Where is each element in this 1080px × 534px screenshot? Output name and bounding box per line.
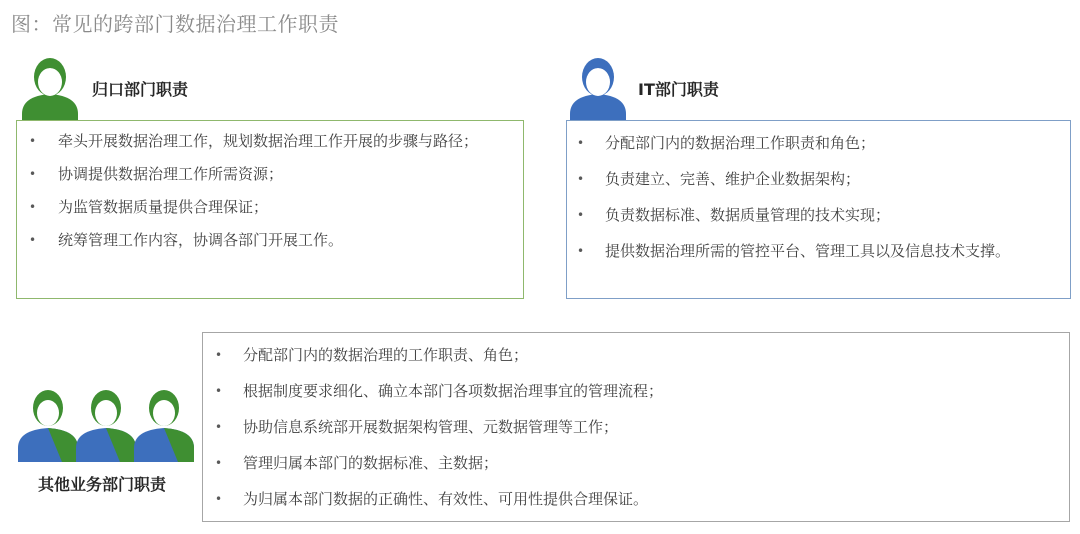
list-item-text: 为归属本部门数据的正确性、有效性、可用性提供合理保证。: [243, 490, 649, 508]
list-item-text: 牵头开展数据治理工作，规划数据治理工作开展的步骤与路径；: [58, 132, 479, 150]
bullet-icon: •: [29, 134, 37, 148]
other-responsibility-box: [202, 332, 1070, 522]
diagram-title: 图：常见的跨部门数据治理工作职责: [11, 12, 339, 36]
other-label: 其他业务部门职责: [38, 475, 167, 494]
guikou-responsibility-box: [16, 120, 524, 299]
list-item: [215, 381, 1055, 401]
list-item: [215, 453, 1055, 473]
list-item-text: 根据制度要求细化、确立本部门各项数据治理事宜的管理流程；: [243, 382, 664, 400]
bullet-icon: •: [29, 233, 37, 247]
guikou-list: [17, 121, 523, 250]
list-item: [29, 230, 507, 250]
list-item: [29, 131, 507, 151]
bullet-icon: •: [577, 208, 585, 222]
list-item: [215, 417, 1055, 437]
bullet-icon: •: [577, 136, 585, 150]
list-item: [29, 197, 507, 217]
guikou-label: 归口部门职责: [92, 80, 189, 99]
bullet-icon: •: [215, 492, 223, 506]
it-list: [567, 121, 1070, 261]
bullet-icon: •: [215, 420, 223, 434]
list-item-text: 管理归属本部门的数据标准、主数据；: [243, 454, 499, 472]
list-item: [577, 133, 1056, 153]
bullet-icon: •: [577, 172, 585, 186]
list-item: [577, 241, 1056, 261]
list-item: [29, 164, 507, 184]
list-item-text: 协调提供数据治理工作所需资源；: [58, 165, 284, 183]
other-list: [203, 333, 1069, 509]
list-item-text: 协助信息系统部开展数据架构管理、元数据管理等工作；: [243, 418, 619, 436]
list-item-text: 分配部门内的数据治理工作职责和角色；: [605, 134, 876, 152]
list-item-text: 为监管数据质量提供合理保证；: [58, 198, 269, 216]
list-item-text: 负责数据标准、数据质量管理的技术实现；: [605, 206, 891, 224]
bullet-icon: •: [215, 384, 223, 398]
list-item-text: 统筹管理工作内容，协调各部门开展工作。: [58, 231, 344, 249]
it-responsibility-box: [566, 120, 1071, 299]
list-item: [215, 345, 1055, 365]
bullet-icon: •: [215, 348, 223, 362]
list-item: [215, 489, 1055, 509]
list-item: [577, 205, 1056, 225]
list-item-text: 分配部门内的数据治理的工作职责、角色；: [243, 346, 529, 364]
person-icon-blue: [566, 52, 630, 126]
bullet-icon: •: [215, 456, 223, 470]
list-item-text: 提供数据治理所需的管控平台、管理工具以及信息技术支撑。: [605, 242, 1011, 260]
bullet-icon: •: [577, 244, 585, 258]
list-item-text: 负责建立、完善、维护企业数据架构；: [605, 170, 861, 188]
group-people-icon: [18, 382, 196, 462]
bullet-icon: •: [29, 200, 37, 214]
bullet-icon: •: [29, 167, 37, 181]
person-icon-green: [18, 52, 82, 126]
list-item: [577, 169, 1056, 189]
it-label: IT部门职责: [638, 80, 719, 99]
